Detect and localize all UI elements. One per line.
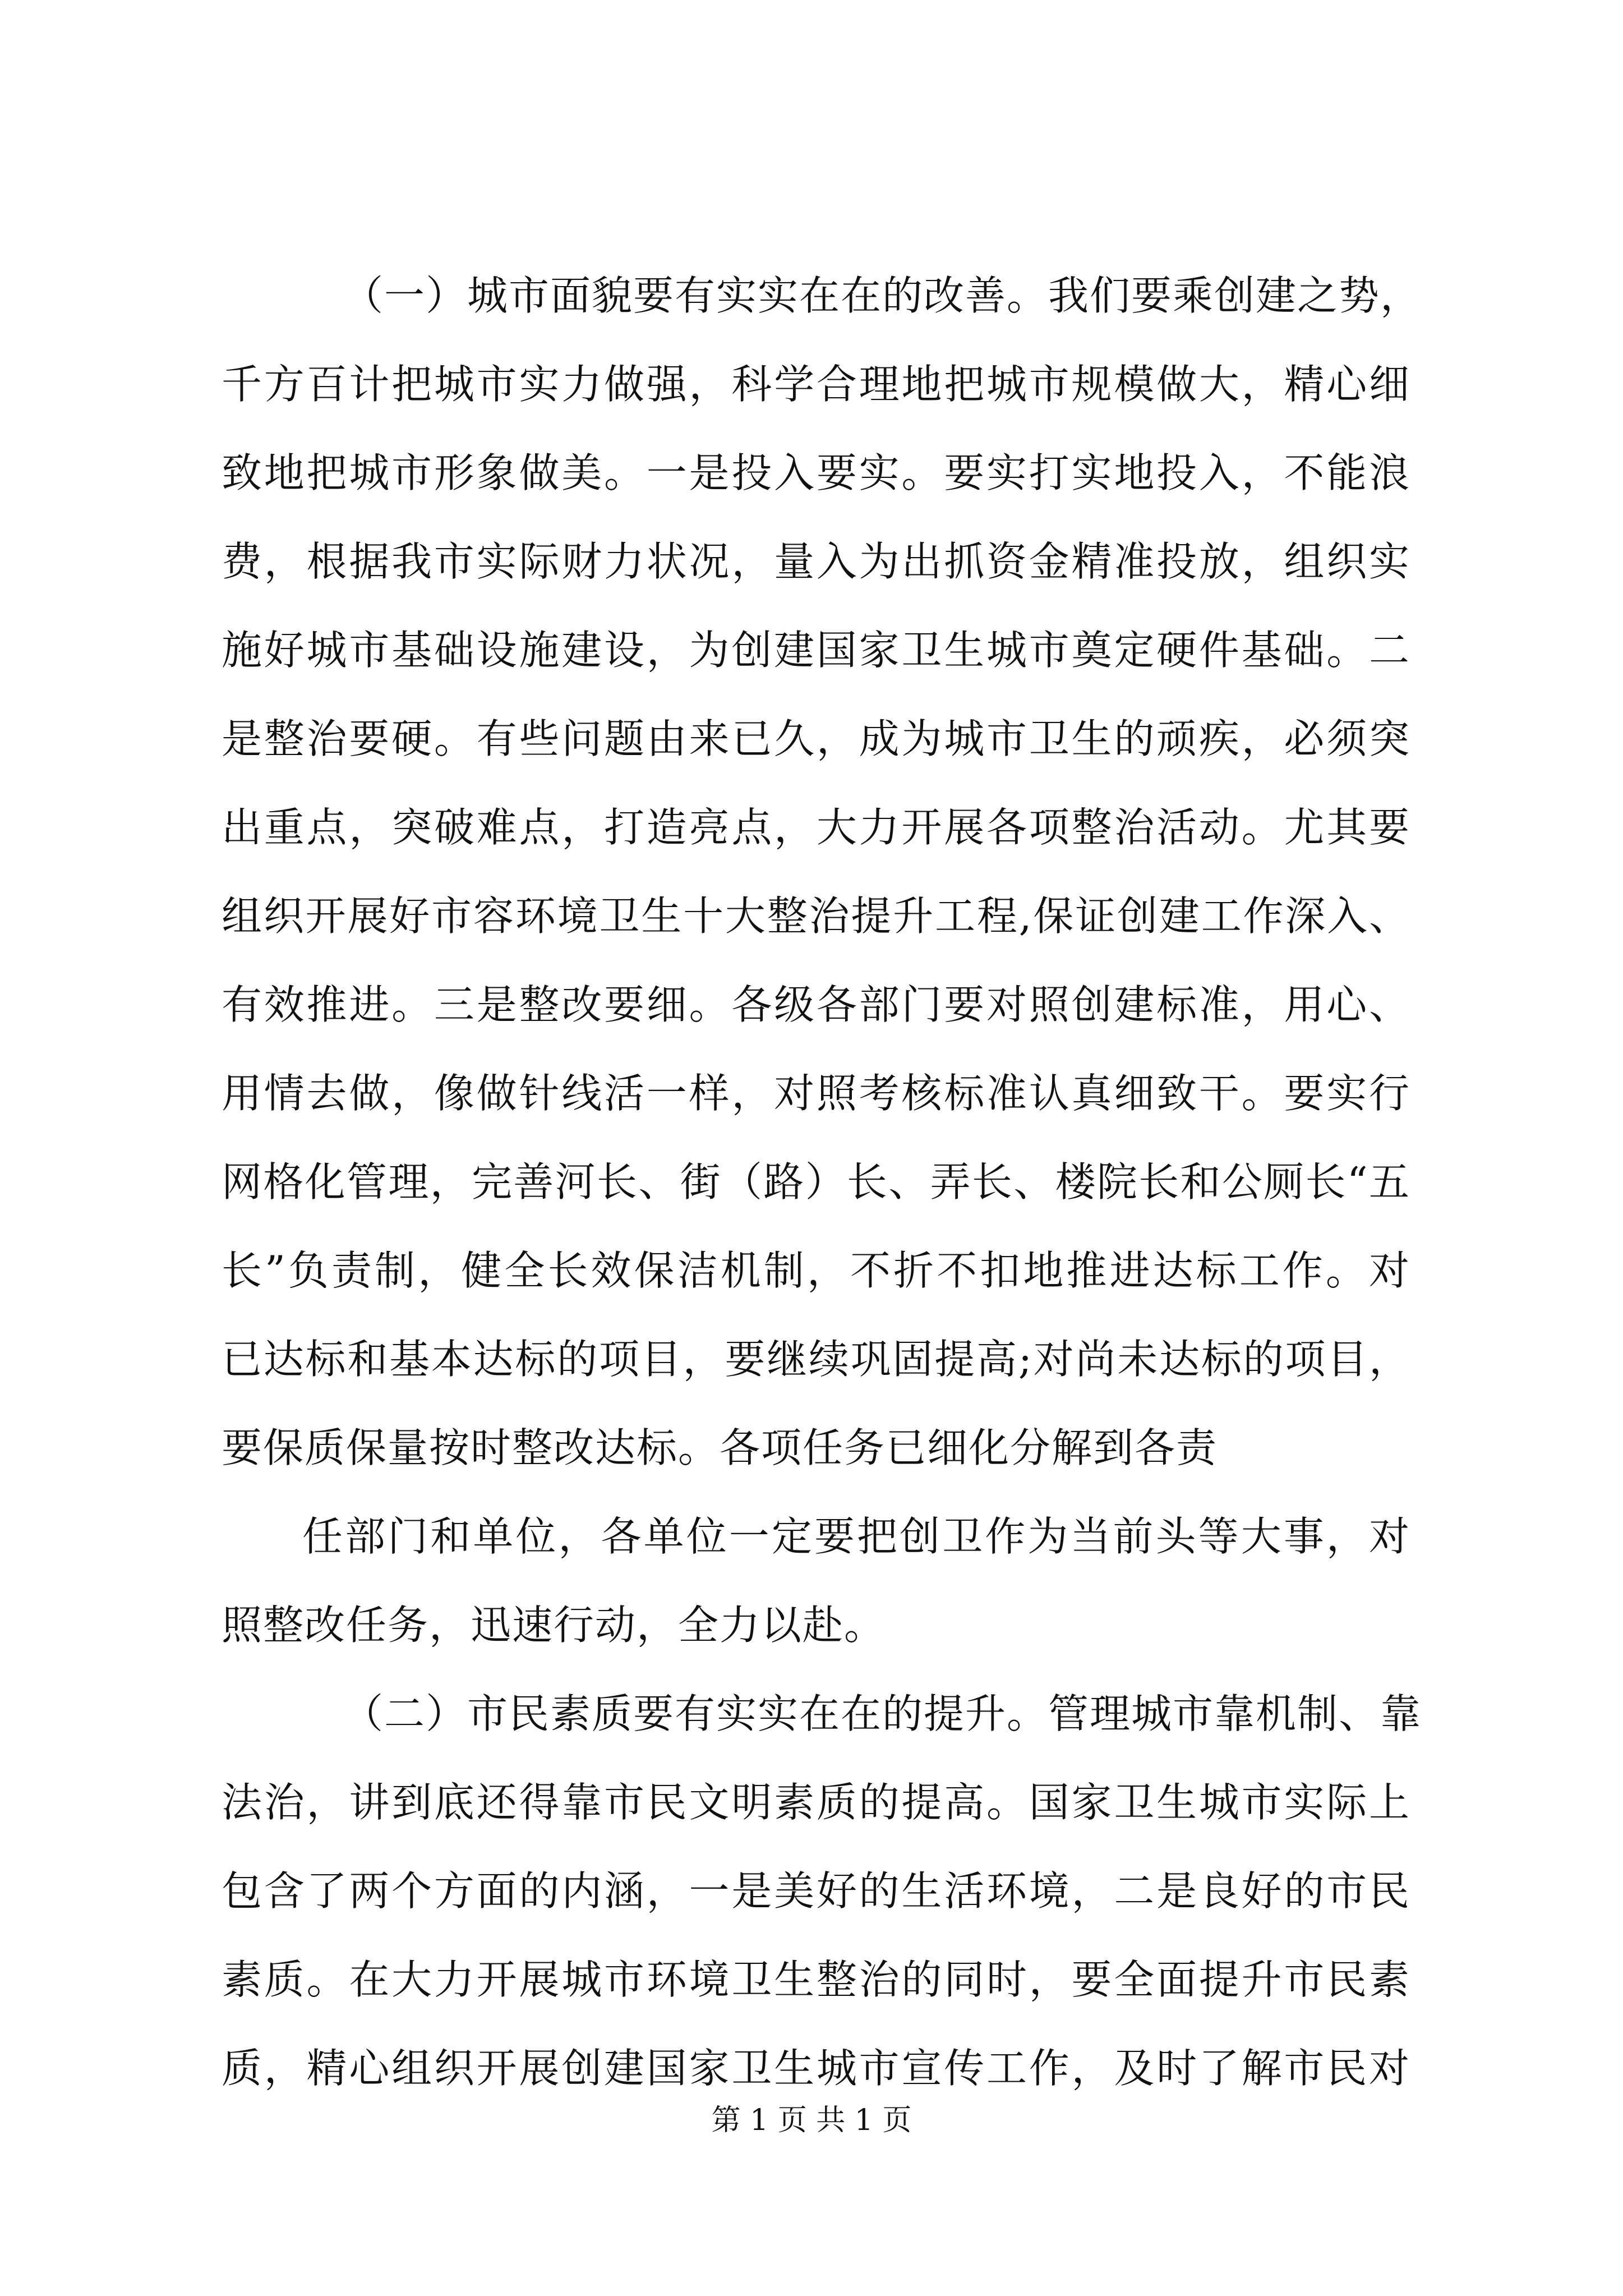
page-footer: 第 1 页 共 1 页 [711,2104,912,2137]
text-line: （二）市民素质要有实实在在的提升。管理城市靠机制、靠 [343,1690,1422,1737]
text-line: 施好城市基础设施建设，为创建国家卫生城市奠定硬件基础。二 [222,627,1410,674]
text-line: 网格化管理，完善河长、街（路）长、弄长、楼院长和公厕长“五 [222,1158,1410,1205]
text-line: 用情去做，像做针线活一样，对照考核标准认真细致干。要实行 [222,1070,1410,1117]
text-line: 组织开展好市容环境卫生十大整治提升工程,保证创建工作深入、 [222,892,1410,940]
text-line: 致地把城市形象做美。一是投入要实。要实打实地投入，不能浪 [222,449,1410,496]
text-line: 长”负责制，健全长效保洁机制，不折不扣地推进达标工作。对 [222,1247,1410,1294]
text-line: 千方百计把城市实力做强，科学合理地把城市规模做大，精心细 [222,361,1410,408]
text-line: 包含了两个方面的内涵，一是美好的生活环境，二是良好的市民 [222,1867,1410,1915]
text-line: 法治，讲到底还得靠市民文明素质的提高。国家卫生城市实际上 [222,1779,1410,1826]
text-line: 费，根据我市实际财力状况，量入为出抓资金精准投放，组织实 [222,538,1410,585]
text-line: 要保质保量按时整改达标。各项任务已细化分解到各责 [222,1424,1218,1471]
text-line: 有效推进。三是整改要细。各级各部门要对照创建标准，用心、 [222,981,1410,1028]
text-line: 质，精心组织开展创建国家卫生城市宣传工作，及时了解市民对 [222,2045,1410,2092]
text-line: 任部门和单位，各单位一定要把创卫作为当前头等大事，对 [302,1513,1410,1560]
body-text [222,251,1422,2113]
text-line: 出重点，突破难点，打造亮点，大力开展各项整治活动。尤其要 [222,804,1410,851]
text-line: 照整改任务，迅速行动，全力以赴。 [222,1602,886,1649]
text-line: 是整治要硬。有些问题由来已久，成为城市卫生的顽疾，必须突 [222,715,1410,762]
text-line: （一）城市面貌要有实实在在的改善。我们要乘创建之势， [343,272,1422,319]
text-line: 已达标和基本达标的项目，要继续巩固提高;对尚未达标的项目， [222,1336,1410,1383]
text-line: 素质。在大力开展城市环境卫生整治的同时，要全面提升市民素 [222,1956,1410,2003]
